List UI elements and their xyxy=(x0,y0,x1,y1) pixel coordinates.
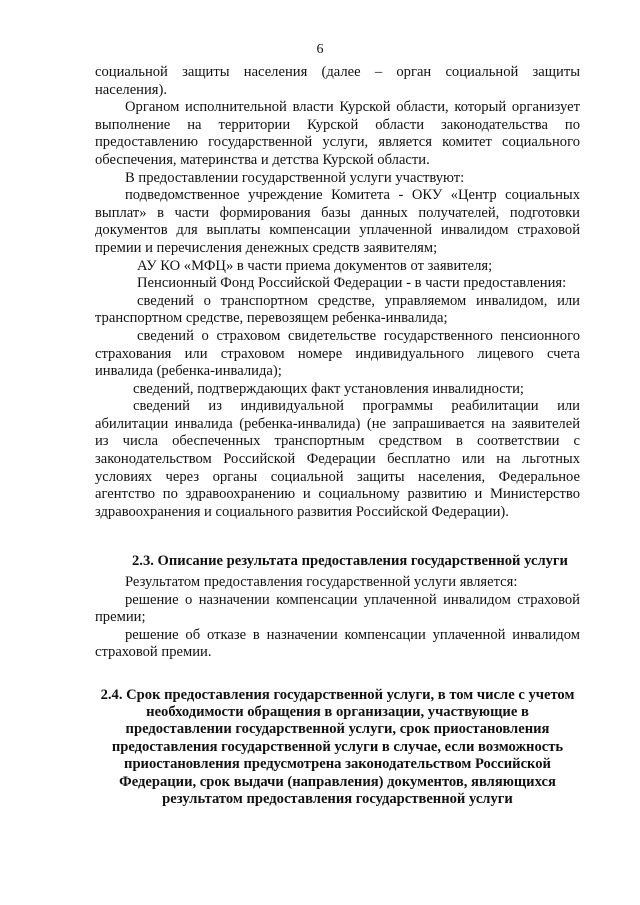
paragraph: Органом исполнительной власти Курской области, который организует выполнение на территории Курской области законодательства по предоставлению государственной услуги, является комитет социального обеспечения, материнства и детства Курской области. xyxy=(95,99,580,168)
page-number: 6 xyxy=(316,42,324,57)
body-text xyxy=(95,64,580,521)
paragraph: подведомственное учреждение Комитета - ОКУ «Центр социальных выплат» в части формирования базы данных получателей, подготовки документов для выплаты компенсации уплаченной инвалидом страховой премии и перечисления денежных средств заявителям; xyxy=(95,187,580,256)
section-2-3-body xyxy=(95,574,580,662)
paragraph: сведений о страховом свидетельстве государственного пенсионного страхования или страховом номере индивидуального лицевого счета инвалида (ребенка-инвалида); xyxy=(95,327,580,380)
paragraph: сведений из индивидуальной программы реабилитации или абилитации инвалида (ребенка-инвалида) (не запрашивается на заявителей из числа обеспеченных транспортным средством в соответствии с законодательством Российской Федерации бесплатно или на льготных условиях через органы социальной защиты населения, Федеральное агентство по здравоохранению и социальному развитию и Министерство здравоохранения и социального развития Российской Федерации). xyxy=(95,398,580,520)
paragraph: АУ КО «МФЦ» в части приема документов от заявителя; xyxy=(137,257,493,274)
paragraph: Результатом предоставления государственной услуги является: xyxy=(125,574,518,590)
paragraph: решение о назначении компенсации уплаченной инвалидом страховой премии; xyxy=(95,591,580,626)
section-2-3-heading: 2.3. Описание результата предоставления государственной услуги xyxy=(132,552,568,569)
paragraph: Пенсионный Фонд Российской Федерации - в части предоставления: xyxy=(137,275,567,292)
paragraph: решение об отказе в назначении компенсации уплаченной инвалидом страховой премии. xyxy=(95,626,580,661)
paragraph: сведений о транспортном средстве, управляемом инвалидом, или транспортном средстве, перевозящем ребенка-инвалида; xyxy=(95,292,580,327)
section-2-4-heading: 2.4. Срок предоставления государственной услуги, в том числе с учетом необходимости обращения в организации, участвующие в предоставлении государственной услуги, срок приостановления предоставления государственной услуги в случае, если возможность приостановления предусмотрена законодательством Российской Федерации, срок выдачи (направления) документов, являющихся результатом предоставления государственной услуги xyxy=(100,686,575,808)
paragraph: сведений, подтверждающих факт установления инвалидности; xyxy=(133,380,524,397)
paragraph: В предоставлении государственной услуги участвуют: xyxy=(125,169,465,186)
paragraph: социальной защиты населения (далее – орган социальной защиты населения). xyxy=(95,64,580,98)
